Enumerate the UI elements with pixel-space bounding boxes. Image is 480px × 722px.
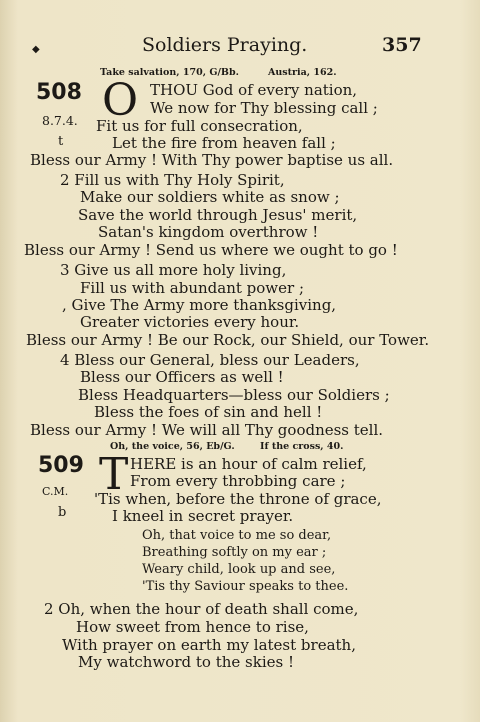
hymn-509-key: b [58,505,67,520]
hymn-508-line: Bless our Officers as well ! [80,368,284,386]
chorus-line: Weary child, look up and see, [142,562,336,577]
hymn-508-line: Bless the foes of sin and hell ! [94,403,323,421]
hymn-508-line: Bless our Army ! We will all Thy goodness tell. [30,421,384,439]
hymn-508-line: , Give The Army more thanksgiving, [62,296,337,314]
hymn-508-line: Bless our Army ! Send us where we ought to go ! [24,241,398,259]
hymn-508-line: THOU God of every nation, [150,81,358,99]
hymn-508-line: Fit us for full consecration, [96,117,303,135]
hymn-509-tune-right: If the cross, 40. [260,441,344,452]
page-title: Soldiers Praying. [142,34,308,56]
hymn-509-number: 509 [38,453,84,478]
hymn-508-line: Let the fire from heaven fall ; [112,134,336,152]
hymn-508-line: Make our soldiers white as snow ; [80,188,340,206]
hymn-508-dropcap: O [102,75,139,126]
hymn-508-line: Satan's kingdom overthrow ! [98,223,319,241]
hymn-508-key: t [58,134,64,149]
hymn-508-tune-right: Austria, 162. [268,67,337,78]
ornament-icon: ◆ [32,44,40,55]
hymn-509-verse2-line: My watchword to the skies ! [78,653,294,671]
chorus-line: Oh, that voice to me so dear, [142,528,332,543]
hymn-509-line: From every throbbing care ; [130,472,346,490]
hymn-509-verse2-line: How sweet from hence to rise, [76,618,309,636]
hymn-508-line: 3 Give us all more holy living, [60,261,287,279]
chorus-line: Breathing softly on my ear ; [142,545,327,560]
hymn-508-line: Save the world through Jesus' merit, [78,206,358,224]
hymn-509-meter: C.M. [42,485,69,498]
hymn-508-tune-left: Take salvation, 170, G/Bb. [100,67,239,78]
hymn-509-verse2-line: 2 Oh, when the hour of death shall come, [44,600,359,618]
hymn-509-line: I kneel in secret prayer. [112,507,294,525]
hymn-508-line: 4 Bless our General, bless our Leaders, [60,351,360,369]
hymn-508-meter: 8.7.4. [42,113,78,128]
hymn-508-line: Bless Headquarters—bless our Soldiers ; [78,386,390,404]
hymn-508-line: Fill us with abundant power ; [80,279,304,297]
hymn-508-line: 2 Fill us with Thy Holy Spirit, [60,171,285,189]
hymn-508-line: We now for Thy blessing call ; [150,99,378,117]
hymn-508-line: Bless our Army ! Be our Rock, our Shield, our Tower. [26,331,430,349]
chorus-line: 'Tis thy Saviour speaks to thee. [142,579,349,594]
hymn-509-dropcap: T [99,449,129,500]
hymn-509-verse2-line: With prayer on earth my latest breath, [62,636,356,654]
hymn-508-number: 508 [36,80,82,105]
hymn-508-line: Greater victories every hour. [80,313,300,331]
page-number: 357 [382,34,422,56]
hymn-508-line: Bless our Army ! With Thy power baptise us all. [30,151,394,169]
hymn-509-line: HERE is an hour of calm relief, [130,455,367,473]
hymn-509-tune-left: Oh, the voice, 56, Eb/G. [110,441,235,452]
hymn-509-line: 'Tis when, before the throne of grace, [94,490,382,508]
